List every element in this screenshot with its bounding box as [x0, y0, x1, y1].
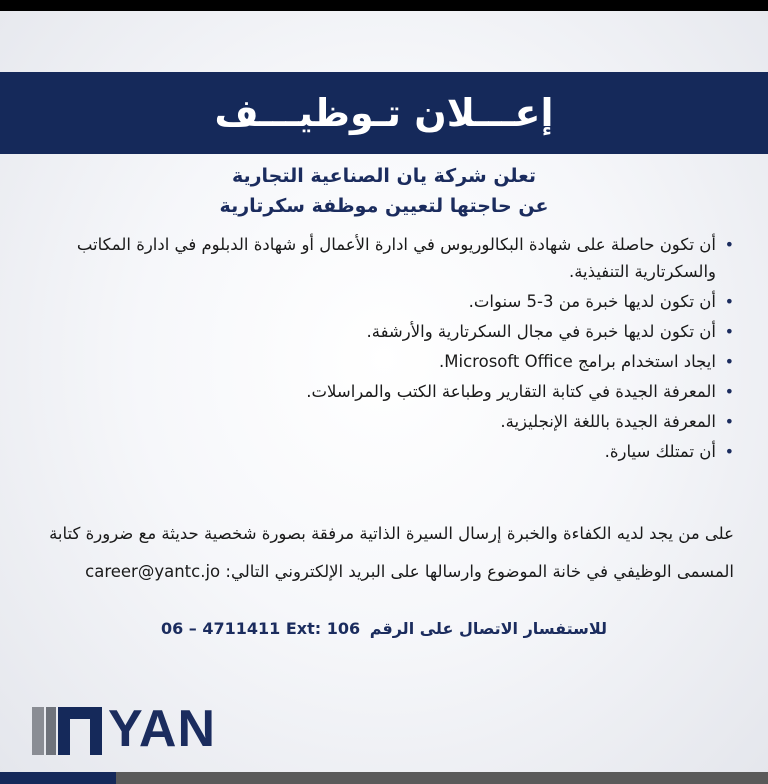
bullet-icon: • [724, 412, 734, 431]
requirement-text: المعرفة الجيدة في كتابة التقارير وطباعة الكتب والمراسلات. [306, 382, 716, 401]
company-logo [32, 699, 216, 759]
application-text: على من يجد لديه الكفاءة والخبرة إرسال السيرة الذاتية مرفقة بصورة شخصية حديثة مع ضرورة كتابة المسمى الوظيفي في خانة الموضوع وارسالها على البريد الإلكتروني التالي: [49, 524, 734, 581]
list-item [34, 231, 734, 285]
list-item [34, 408, 734, 435]
requirements-list [34, 231, 734, 468]
requirement-text: أن تكون لديها خبرة في مجال السكرتارية والأرشفة. [366, 322, 716, 341]
requirement-text: أن تمتلك سيارة. [604, 442, 716, 461]
bottom-bar [0, 772, 768, 784]
bullet-icon: • [724, 442, 734, 461]
job-announcement-poster [0, 11, 768, 784]
list-item [34, 318, 734, 345]
requirement-text: أن تكون حاصلة على شهادة البكالوريوس في ادارة الأعمال أو شهادة الدبلوم في ادارة المكاتب والسكرتارية التنفيذية. [76, 235, 716, 281]
bullet-icon: • [724, 352, 734, 371]
application-instructions [34, 515, 734, 591]
email-link[interactable]: career@yantc.jo [85, 562, 221, 581]
yan-logo-icon [32, 703, 102, 755]
requirement-text: ايجاد استخدام برامج Microsoft Office. [439, 352, 716, 371]
contact-label: للاستفسار الاتصال على الرقم [369, 619, 608, 638]
title-banner [0, 72, 768, 154]
bottom-bar-accent [0, 772, 116, 784]
intro [40, 161, 728, 221]
requirement-text: أن تكون لديها خبرة من 3-5 سنوات. [468, 292, 716, 311]
contact-line [40, 619, 728, 638]
phone-number: 06 – 4711411 Ext: 106 [160, 619, 361, 638]
bullet-icon: • [724, 235, 734, 254]
page-title: إعـــلان تـوظيـــف [214, 91, 554, 135]
list-item [34, 438, 734, 465]
bullet-icon: • [724, 322, 734, 341]
list-item [34, 348, 734, 375]
list-item [34, 288, 734, 315]
intro-line-company: تعلن شركة يان الصناعية التجارية [231, 165, 537, 187]
bullet-icon: • [724, 382, 734, 401]
requirement-text: المعرفة الجيدة باللغة الإنجليزية. [500, 412, 716, 431]
logo-text: YAN [108, 700, 217, 758]
intro-line-position: عن حاجتها لتعيين موظفة سكرتارية [219, 195, 549, 217]
bullet-icon: • [724, 292, 734, 311]
list-item [34, 378, 734, 405]
